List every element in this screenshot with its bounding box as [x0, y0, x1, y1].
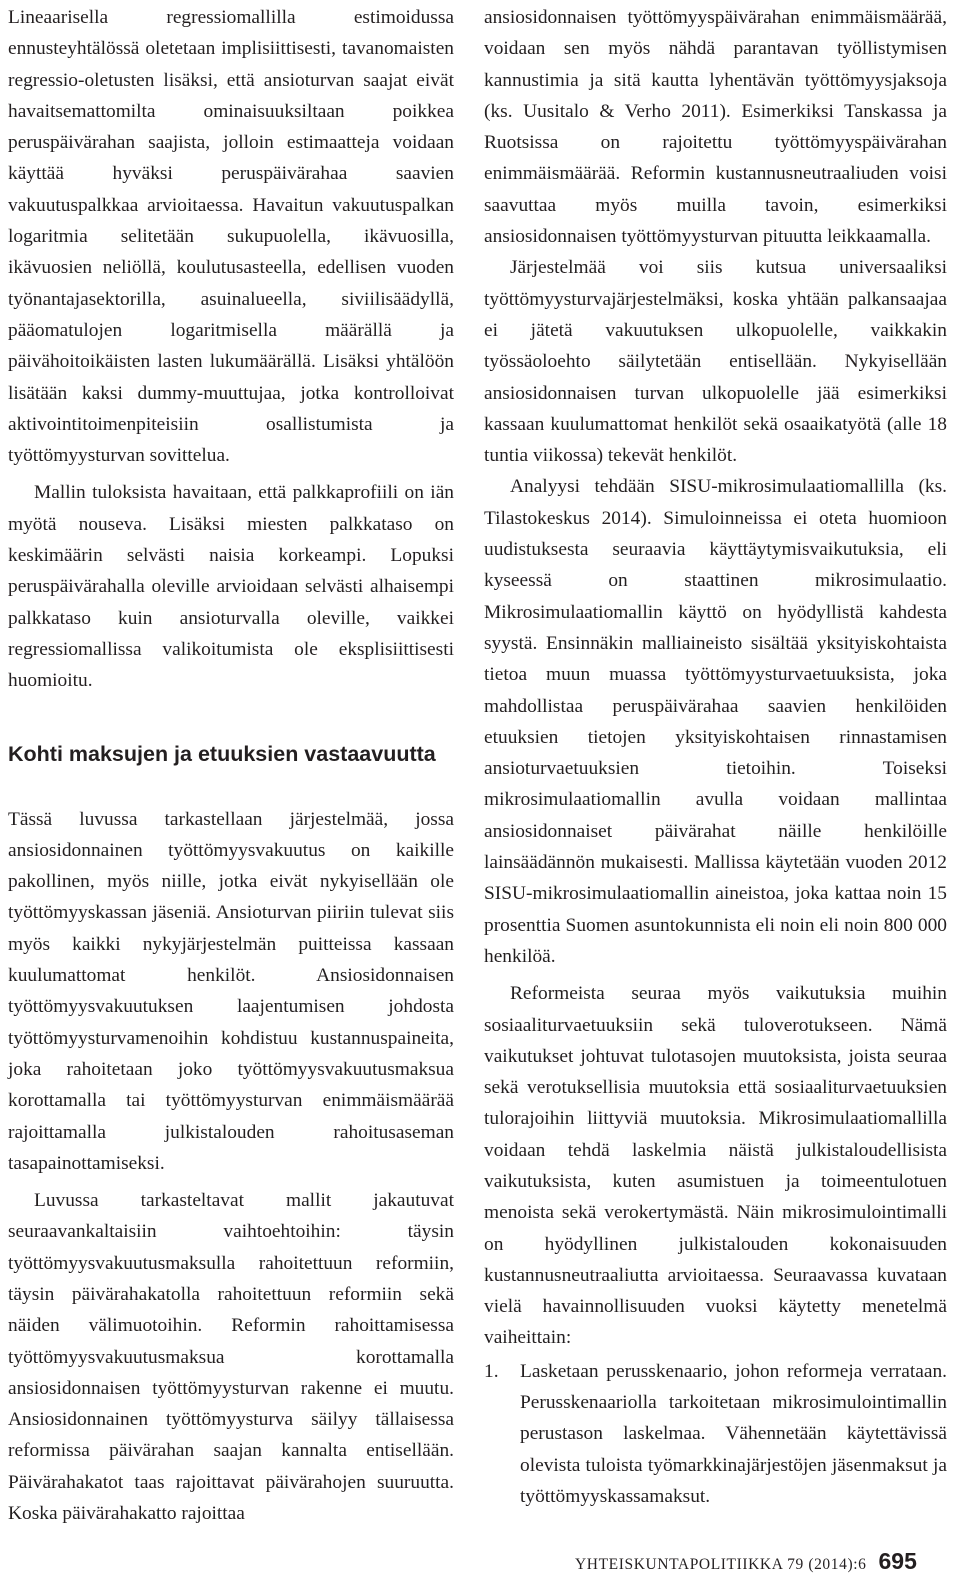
page-number: 695 [878, 1548, 917, 1574]
list-item-text: Lasketaan perusskenaario, johon reformeja verrataan. Perusskenaariolla tarkoitetaan mikrosimulointimallin perustason laskelmaa. Vähennetään käytettävissä olevista tuloista työmarkkinajärjestöjen jäsenmaksut ja työttömyyskassamaksut. [520, 1360, 947, 1507]
paragraph-continuation: ansiosidonnaisen työttömyyspäivärahan enimmäismäärää, voidaan sen myös nähdä parantavan työllistymisen kannustimia ja sitä kautta lyhentävän työttömyysjaksoja (ks. Uusitalo & Verho 2011). Esimerkiksi Tanskassa ja Ruotsissa on rajoitettu työttömyyspäivärahan enimmäismäärää. Reformin kustannusneutraaliuden voisi saavuttaa myös muilla tavoin, esimerkiksi ansiosidonnaisen työttömyysturvan pituutta leikkaamalla. [484, 7, 947, 248]
steps-list [484, 1356, 947, 1512]
journal-name: YHTEISKUNTAPOLITIIKKA 79 (2014):6 [575, 1556, 867, 1573]
section-heading: Kohti maksujen ja etuuksien vastaavuutta [8, 741, 436, 766]
left-column [8, 2, 454, 1529]
paragraph: Mallin tuloksista havaitaan, että palkkaprofiili on iän myötä nouseva. Lisäksi miesten palkkataso on keskimäärin selvästi naisia korkeampi. Lopuksi peruspäivärahalla oleville arvioidaan selvästi alhaisempi palkkataso kuin ansioturvalla oleville, vaikkei regressiomallissa valikoitumista ole eksplisiittisesti huomioitu. [8, 482, 454, 692]
paragraph: Lineaarisella regressiomallilla estimoidussa ennusteyhtälössä oletetaan implisiittisesti, tavanomaisten regressio-oletusten lisäksi, että ansioturvan saajat eivät havaitsemattomilta ominaisuuksiltaan poikkea peruspäivärahan saajista, jolloin estimaatteja voidaan käyttää hyväksi peruspäivärahaa saavien vakuutuspalkkaa arvioitaessa. Havaitun vakuutuspalkan logaritmia selitetään sukupuolella, ikävuosilla, ikävuosien neliöllä, koulutusasteella, edellisen vuoden työnantajasektorilla, asuinalueella, siviilisäädyllä, pääomatulojen logaritmisella määrällä ja päivähoitoikäisten lasten lukumäärällä. Lisäksi yhtälöön lisätään kaksi dummy-muuttujaa, jotka kontrolloivat aktivointitoimenpiteisiin osallistumista ja työttömyysturvan sovittelua. [8, 7, 454, 467]
page-footer [575, 1548, 917, 1575]
right-column [484, 2, 947, 1512]
list-item [484, 1356, 947, 1512]
list-item-number: 1. [484, 1360, 499, 1382]
paragraph: Järjestelmää voi siis kutsua universaaliksi työttömyysturvajärjestelmäksi, koska yhtään palkansaajaa ei jätetä vakuutuksen ulkopuolelle, vaikkakin työssäoloehto säilytetään entisellään. Nykyisellään ansiosidonnaisen turvan ulkopuolelle jää esimerkiksi kassaan kuulumattomat henkilöt sekä osaaikatyötä (alle 18 tuntia viikossa) tekevät henkilöt. [484, 257, 947, 467]
paragraph: Reformeista seuraa myös vaikutuksia muihin sosiaaliturvaetuuksiin sekä tuloverotukseen. Nämä vaikutukset johtuvat tulotasojen muutoksista, joista seuraa sekä verotuksellisia muutoksia että sosiaaliturvaetuuksien tulorajoihin liittyviä muutoksia. Mikrosimulaatiomallilla voidaan tehdä laskelmia näistä julkistaloudellisista vaikutuksista, kuten asumistuen ja toimeentulotuen menoista sekä verokertymästä. Näin mikrosimulointimalli on hyödyllinen julkistalouden kokonaisuuden kustannusneutraaliutta arvioitaessa. Seuraavassa kuvataan vielä havainnollisuuden vuoksi käytetty menetelmä vaiheittain: [484, 983, 947, 1349]
paragraph: Luvussa tarkasteltavat mallit jakautuvat seuraavankaltaisiin vaihtoehtoihin: täysin työttömyysvakuutusmaksulla rahoitettuun reformiin, täysin päivärahakatolla rahoitettuun reformiin sekä näiden välimuotoihin. Reformin rahoittamisessa työttömyysvakuutusmaksua korottamalla ansiosidonnaisen työttömyysturvan rakenne ei muutu. Ansiosidonnainen työttömyysturva säilyy tällaisessa reformissa päivärahan saajan kannalta entisellään. Päivärahakatot taas rajoittavat päivärahojen suuruutta. Koska päivärahakatto rajoittaa [8, 1190, 454, 1525]
paragraph: Tässä luvussa tarkastellaan järjestelmää, jossa ansiosidonnainen työttömyysvakuutus on kaikille pakollinen, myös niille, jotka eivät nykyisellään ole työttömyyskassan jäseniä. Ansioturvan piiriin tulevat siis myös kaikki nykyjärjestelmän puitteissa kassaan kuulumattomat henkilöt. Ansiosidonnaisen työttömyysvakuutuksen laajentumisen johdosta työttömyysturvamenoihin kohdistuu kustannuspaineita, joka rahoitetaan joko työttömyysvakuutusmaksua korottamalla tai työttömyysturvan enimmäismäärää rajoittamalla julkistalouden rahoitusaseman tasapainottamiseksi. [8, 808, 454, 1174]
paragraph: Analyysi tehdään SISU-mikrosimulaatiomallilla (ks. Tilastokeskus 2014). Simuloinneissa ei oteta huomioon uudistuksesta seuraavia käyttäytymisvaikutuksia, eli kyseessä on staattinen mikrosimulaatio. Mikrosimulaatiomallin käyttö on hyödyllistä kahdesta syystä. Ensinnäkin malliaineisto sisältää yksityiskohtaista tietoa muun muassa työttömyysturvaetuuksista, joka mahdollistaa peruspäivärahaa saavien henkilöiden etuuksien tietojen yksityiskohtaisen rinnastamisen ansioturvaetuuksien tietoihin. Toiseksi mikrosimulaatiomallin avulla voidaan mallintaa ansiosidonnaiset päivärahat näille henkilöille lainsäädännön mukaisesti. Mallissa käytetään vuoden 2012 SISU-mikrosimulaatiomallin aineistoa, joka kattaa noin 15 prosenttia Suomen asuntokunnista eli noin eli noin 800 000 henkilöä. [484, 476, 947, 967]
